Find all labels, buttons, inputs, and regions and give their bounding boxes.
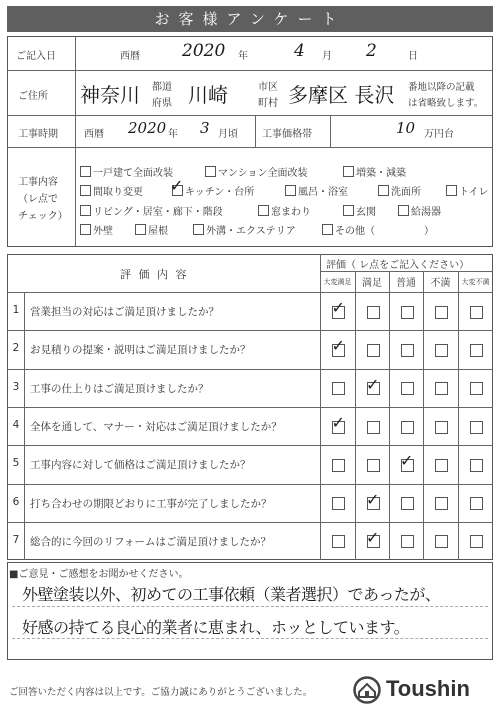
question-text: 全体を通して、マナー・対応はご満足頂けましたか？ bbox=[30, 421, 282, 434]
question-number: 4 bbox=[12, 419, 20, 432]
work-label-3: チェック） bbox=[18, 211, 68, 222]
work-option-label: 風呂・浴室 bbox=[298, 187, 348, 198]
work-option[interactable] bbox=[80, 222, 113, 237]
question-text: 総合的に今回のリフォームはご満足頂けましたか？ bbox=[30, 535, 271, 548]
period-label: 工事時期 bbox=[18, 129, 58, 140]
rating-checkbox[interactable] bbox=[470, 421, 483, 434]
rating-checkbox[interactable] bbox=[401, 421, 414, 434]
price-unit: 万円台 bbox=[424, 129, 454, 140]
work-option[interactable] bbox=[170, 176, 255, 198]
brand-name: Toushin bbox=[386, 676, 470, 701]
rating-checkbox[interactable] bbox=[470, 382, 483, 395]
rating-checkbox[interactable] bbox=[332, 382, 345, 395]
work-option[interactable] bbox=[258, 203, 311, 218]
date-label: ご記入日 bbox=[16, 51, 56, 62]
checkbox[interactable] bbox=[398, 205, 409, 216]
period-month-unit: 月頃 bbox=[218, 129, 238, 140]
rating-checkbox[interactable] bbox=[367, 306, 380, 319]
address-note-2: は省略致します。 bbox=[408, 98, 484, 109]
rating-checkbox[interactable] bbox=[367, 421, 380, 434]
work-option-label: 玄関 bbox=[356, 207, 376, 218]
date-month-unit: 月 bbox=[322, 51, 332, 62]
work-label-2: （レ点で bbox=[18, 194, 58, 205]
work-option-label: その他（ bbox=[335, 226, 375, 237]
question-text: 営業担当の対応はご満足頂けましたか？ bbox=[30, 306, 219, 319]
work-option[interactable] bbox=[285, 183, 348, 198]
comment-line-2: 好感の持てる良心的業者に恵まれ、ホッとしています。 bbox=[22, 618, 410, 637]
address-town-value: 多摩区 長沢 bbox=[288, 83, 395, 107]
other-close: ） bbox=[424, 226, 434, 237]
prefecture-unit-bottom: 府県 bbox=[152, 98, 172, 109]
work-option[interactable] bbox=[343, 203, 376, 218]
rating-checkbox[interactable] bbox=[435, 306, 448, 319]
rating-checkbox[interactable] bbox=[401, 497, 414, 510]
rating-checkbox[interactable] bbox=[332, 535, 345, 548]
work-option[interactable] bbox=[398, 203, 441, 218]
rating-checkbox[interactable] bbox=[435, 459, 448, 472]
rating-checkbox[interactable] bbox=[332, 497, 345, 510]
period-year-value: 2020 bbox=[128, 119, 167, 137]
rating-checkbox[interactable] bbox=[435, 421, 448, 434]
work-option[interactable] bbox=[135, 222, 168, 237]
date-month-value: 4 bbox=[294, 41, 305, 61]
work-option-label: 洗面所 bbox=[391, 187, 421, 198]
question-text: 工事内容に対して価格はご満足頂けましたか？ bbox=[30, 459, 251, 472]
check-mark-icon: ✓ bbox=[400, 451, 414, 471]
date-day-value: 2 bbox=[366, 41, 377, 61]
rating-checkbox[interactable] bbox=[401, 535, 414, 548]
comments-label: ■ご意見・ご感想をお聞かせください。 bbox=[9, 569, 189, 580]
rating-checkbox[interactable] bbox=[435, 497, 448, 510]
rating-checkbox[interactable] bbox=[367, 344, 380, 357]
check-mark-icon: ✓ bbox=[366, 374, 380, 394]
rating-level-header: 不満 bbox=[430, 278, 451, 289]
rating-checkbox[interactable] bbox=[367, 459, 380, 472]
check-mark-icon: ✓ bbox=[170, 176, 184, 195]
work-option-label: トイレ bbox=[459, 187, 489, 198]
address-label: ご住所 bbox=[18, 91, 48, 102]
rating-level-header: 普通 bbox=[396, 278, 416, 289]
checkbox[interactable] bbox=[322, 224, 333, 235]
work-option[interactable] bbox=[446, 183, 489, 198]
check-mark-icon: ✓ bbox=[331, 336, 345, 356]
rating-checkbox[interactable] bbox=[435, 382, 448, 395]
work-option-label: 間取り変更 bbox=[93, 187, 143, 198]
rating-level-header: 大変満足 bbox=[323, 278, 352, 286]
date-era: 西暦 bbox=[120, 51, 140, 62]
checkbox[interactable] bbox=[80, 224, 91, 235]
work-option-label: 外壁 bbox=[93, 226, 113, 237]
survey-title: お客様アンケート bbox=[7, 6, 493, 32]
price-label: 工事価格帯 bbox=[262, 129, 312, 140]
work-option[interactable] bbox=[343, 164, 406, 179]
work-option[interactable] bbox=[193, 222, 296, 237]
checkbox[interactable] bbox=[80, 205, 91, 216]
work-label-1: 工事内容 bbox=[18, 177, 58, 188]
rating-checkbox[interactable] bbox=[401, 382, 414, 395]
prefecture-unit-top: 都道 bbox=[152, 82, 172, 93]
footer-note: ご回答いただく内容は以上です。ご協力誠にありがとうございました。 bbox=[9, 687, 313, 698]
check-mark-icon: ✓ bbox=[331, 413, 345, 433]
work-option[interactable] bbox=[205, 164, 308, 179]
checkbox[interactable] bbox=[285, 185, 296, 196]
price-value: 10 bbox=[396, 119, 416, 137]
check-mark-icon: ✓ bbox=[331, 298, 345, 318]
work-option[interactable] bbox=[80, 164, 173, 179]
rating-level-header: 満足 bbox=[362, 278, 382, 289]
address-city-value: 川崎 bbox=[188, 83, 228, 107]
checkbox[interactable] bbox=[80, 166, 91, 177]
rating-checkbox[interactable] bbox=[435, 535, 448, 548]
work-option[interactable] bbox=[322, 222, 375, 237]
work-option-label: 外溝・エクステリア bbox=[206, 226, 296, 237]
question-number: 2 bbox=[12, 342, 20, 355]
rating-level-header: 大変不満 bbox=[461, 278, 490, 286]
address-note-1: 番地以降の記載 bbox=[408, 82, 475, 93]
rating-checkbox[interactable] bbox=[435, 344, 448, 357]
work-option[interactable] bbox=[378, 183, 421, 198]
rating-checkbox[interactable] bbox=[401, 306, 414, 319]
rating-checkbox[interactable] bbox=[470, 306, 483, 319]
work-option-label: マンション全面改装 bbox=[218, 168, 308, 179]
rating-header-content: 評 価 内 容 bbox=[120, 268, 189, 281]
work-option-label: 窓まわり bbox=[271, 207, 311, 218]
date-year-unit: 年 bbox=[238, 51, 248, 62]
period-year-unit: 年 bbox=[168, 129, 178, 140]
checkbox[interactable] bbox=[343, 166, 354, 177]
address-prefecture-value: 神奈川 bbox=[80, 83, 140, 107]
period-month-value: 3 bbox=[200, 119, 210, 137]
period-era: 西暦 bbox=[84, 129, 104, 140]
question-number: 3 bbox=[12, 380, 20, 393]
work-option[interactable] bbox=[80, 203, 223, 218]
question-text: お見積りの提案・説明はご満足頂けましたか？ bbox=[30, 344, 251, 357]
question-number: 7 bbox=[12, 533, 20, 546]
checkbox[interactable] bbox=[258, 205, 269, 216]
rating-checkbox[interactable] bbox=[332, 459, 345, 472]
work-option-label: 一戸建て全面改装 bbox=[93, 168, 173, 179]
rating-checkbox[interactable] bbox=[470, 459, 483, 472]
question-text: 工事の仕上りはご満足頂けましたか？ bbox=[30, 382, 209, 395]
brand-logo-icon bbox=[352, 676, 382, 704]
checkbox[interactable] bbox=[343, 205, 354, 216]
question-number: 1 bbox=[12, 304, 20, 317]
question-number: 5 bbox=[12, 457, 20, 470]
question-number: 6 bbox=[12, 495, 20, 508]
date-day-unit: 日 bbox=[408, 51, 418, 62]
question-text: 打ち合わせの期限どおりに工事が完了しましたか？ bbox=[30, 497, 272, 510]
date-year-value: 2020 bbox=[182, 41, 226, 61]
work-option-label: 増築・減築 bbox=[356, 168, 406, 179]
checkbox[interactable] bbox=[446, 185, 457, 196]
checkbox[interactable] bbox=[193, 224, 204, 235]
checkbox[interactable] bbox=[135, 224, 146, 235]
check-mark-icon: ✓ bbox=[366, 527, 380, 547]
work-option-label: キッチン・台所 bbox=[185, 187, 255, 198]
comment-line-1: 外壁塗装以外、初めての工事依頼（業者選択）であったが、 bbox=[22, 585, 441, 604]
rating-checkbox[interactable] bbox=[401, 344, 414, 357]
work-option[interactable] bbox=[80, 183, 143, 198]
rating-header-rating: 評価（ レ点をご記入ください） bbox=[326, 260, 470, 271]
rating-checkbox[interactable] bbox=[470, 497, 483, 510]
rating-checkbox[interactable] bbox=[470, 535, 483, 548]
work-option-label: リビング・居室・廊下・階段 bbox=[93, 207, 223, 218]
checkbox[interactable] bbox=[378, 185, 389, 196]
checkbox[interactable] bbox=[80, 185, 91, 196]
city-unit-bottom: 町村 bbox=[258, 98, 278, 109]
checkbox[interactable] bbox=[205, 166, 216, 177]
work-option-label: 給湯器 bbox=[411, 207, 441, 218]
check-mark-icon: ✓ bbox=[366, 489, 380, 509]
rating-checkbox[interactable] bbox=[470, 344, 483, 357]
work-option-label: 屋根 bbox=[148, 226, 168, 237]
city-unit-top: 市区 bbox=[258, 82, 278, 93]
